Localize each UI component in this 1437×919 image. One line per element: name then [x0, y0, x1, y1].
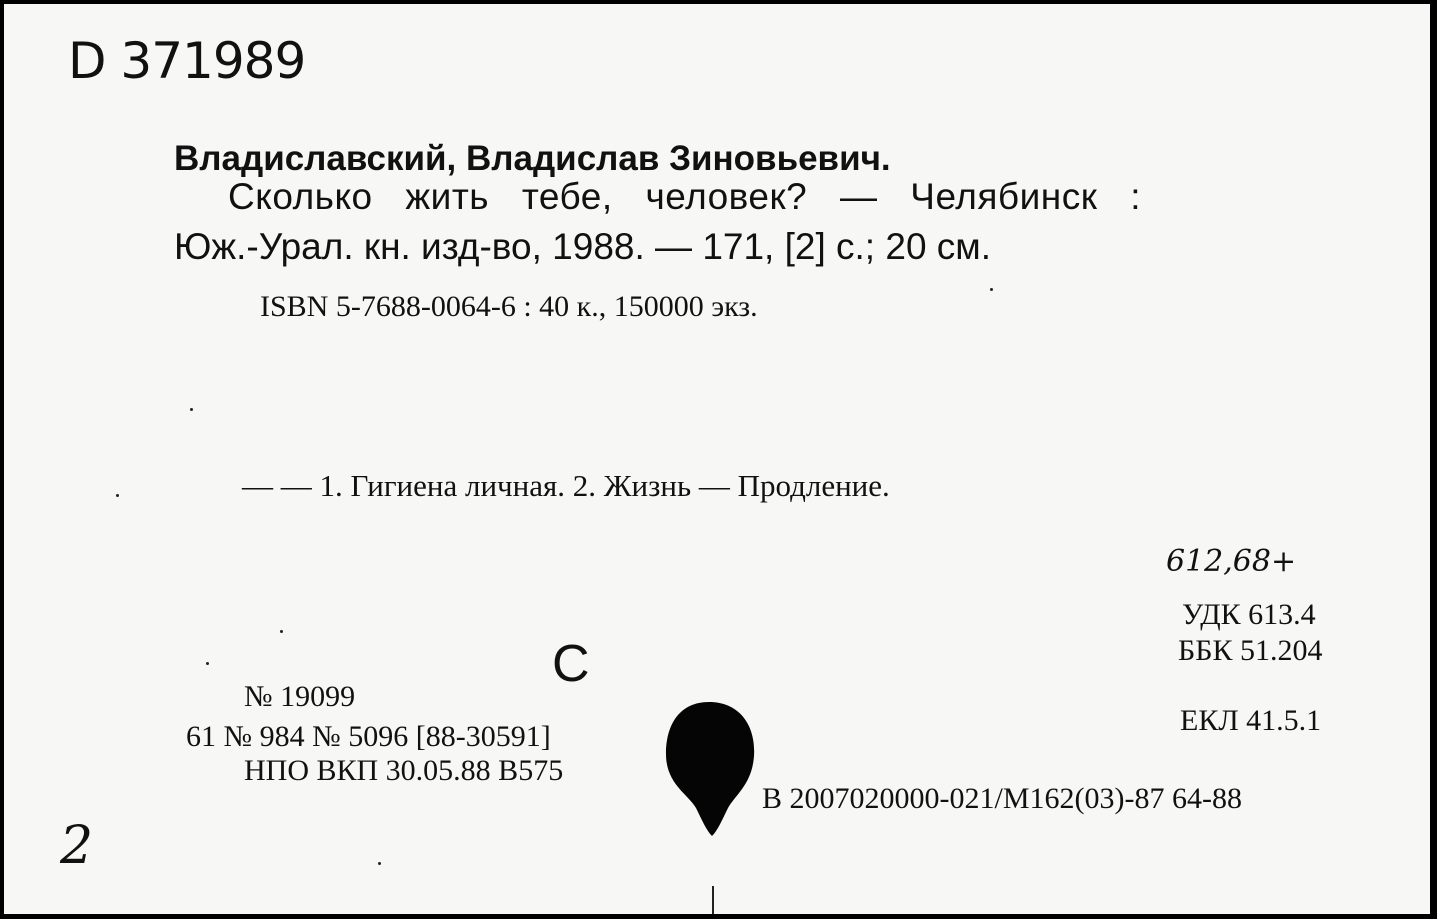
author-heading: Владиславский, Владислав Зиновьевич. — [174, 139, 891, 178]
bbk-code: ББК 51.204 — [1178, 634, 1323, 667]
ink-mark — [712, 886, 714, 914]
isbn-line: ISBN 5-7688-0064-6 : 40 к., 150000 экз. — [260, 290, 758, 323]
record-number: № 19099 — [244, 680, 356, 713]
stamp-letter-c: С — [552, 635, 590, 693]
npo-line: НПО ВКП 30.05.88 В575 — [244, 754, 564, 787]
title-line-2: Юж.-Урал. кн. изд-во, 1988. — 171, [2] с.; 20 см. — [174, 226, 992, 267]
ink-speck — [116, 494, 119, 497]
ink-speck — [378, 862, 381, 865]
catalog-card — [4, 4, 1430, 914]
catalog-id: D 371989 — [68, 32, 306, 90]
ink-speck — [280, 630, 283, 633]
handwritten-number: 2 — [60, 816, 94, 876]
subject-headings: — — 1. Гигиена личная. 2. Жизнь — Продление. — [242, 468, 890, 503]
udk-code: УДК 613.4 — [1182, 598, 1316, 631]
ink-speck — [190, 408, 193, 411]
title-line-1: Сколько жить тебе, человек? — Челябинск : — [228, 176, 1141, 217]
ink-speck — [990, 288, 993, 291]
ink-blot — [662, 698, 758, 844]
handwritten-classification: 612,68+ — [1166, 544, 1297, 579]
ekl-code: ЕКЛ 41.5.1 — [1180, 704, 1322, 737]
publisher-code: В 2007020000-021/М162(03)-87 64-88 — [762, 782, 1242, 815]
ink-speck — [206, 662, 209, 665]
order-line: 61 № 984 № 5096 [88-30591] — [186, 720, 551, 753]
